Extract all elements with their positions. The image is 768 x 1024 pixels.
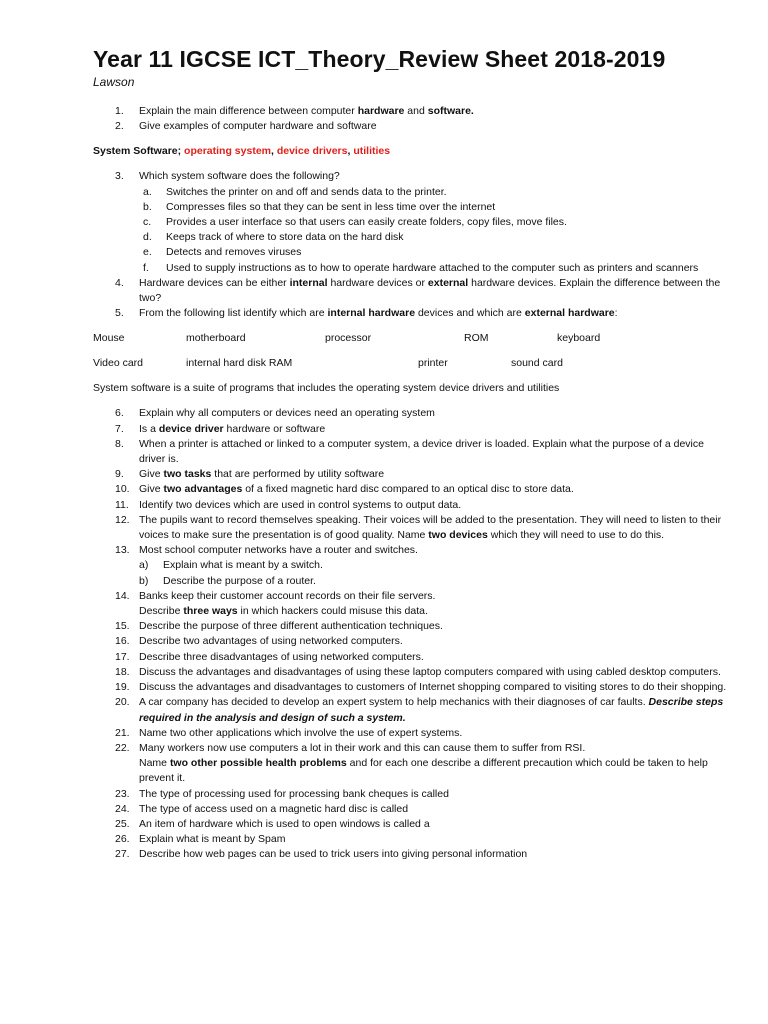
question-9: 9. Give two tasks that are performed by utility software	[115, 468, 385, 481]
list-item: d. Keeps track of where to store data on the hard disk	[143, 231, 404, 244]
question-13: 13. Most school computer networks have a router and switches. a) Explain what is meant by a switch. b) Describe the purpose of a router.	[93, 543, 728, 589]
question-5: 5. From the following list identify which are internal hardware devices and which are external hardware:	[115, 307, 618, 320]
question-17: 17. Describe three disadvantages of using networked computers.	[115, 650, 424, 663]
list-item: e. Detects and removes viruses	[143, 246, 302, 259]
question-list-part1	[93, 104, 728, 134]
list-item: a. Switches the printer on and off and sends data to the printer.	[143, 185, 447, 198]
question-27: 27. Describe how web pages can be used to trick users into giving personal information	[115, 848, 528, 861]
question-12: 12. The pupils want to record themselves speaking. Their voices will be added to the presentation. They will need to listen to their voices to make sure the presentation is of good quality. Name two devices which they will need to use to do this.	[115, 513, 722, 542]
question-22: 22. Many workers now use computers a lot in their work and this can cause them to suffer from RSI. Name two other possible health problems and for each one describe a different precaution which could be taken to help prevent it.	[115, 741, 708, 785]
question-18: 18. Discuss the advantages and disadvantages of using these laptop computers compared with using cabled desktop computers.	[115, 665, 721, 678]
hardware-item: keyboard	[557, 332, 601, 345]
page-title: Year 11 IGCSE ICT_Theory_Review Sheet 2018-2019	[93, 46, 666, 72]
hardware-item: Mouse	[93, 332, 125, 345]
question-list-part3	[93, 406, 728, 862]
hardware-item: Video card	[93, 357, 144, 370]
question-10: 10. Give two advantages of a fixed magnetic hard disc compared to an optical disc to store data.	[115, 483, 574, 496]
hardware-items-row-2	[93, 356, 728, 371]
hardware-item: printer	[418, 357, 448, 370]
hardware-item: ROM	[464, 332, 489, 345]
question-15: 15. Describe the purpose of three different authentication techniques.	[115, 620, 443, 633]
hardware-item: internal hard disk RAM	[186, 357, 293, 370]
question-2: 2. Give examples of computer hardware and software	[115, 120, 377, 133]
question-24: 24. The type of access used on a magnetic hard disc is called	[115, 802, 409, 815]
question-11: 11. Identify two devices which are used in control systems to output data.	[115, 498, 462, 511]
question-14: 14. Banks keep their customer account records on their file servers. Describe three ways in which hackers could misuse this data.	[115, 589, 436, 618]
question-3-subitems	[139, 185, 728, 276]
system-software-definition: System software is a suite of programs that includes the operating system device drivers and utilities	[93, 382, 560, 395]
list-item: c. Provides a user interface so that users can easily create folders, copy files, move files.	[143, 216, 567, 229]
list-item: a) Explain what is meant by a switch.	[139, 559, 323, 572]
hardware-items-row-1	[93, 331, 728, 346]
question-13-subitems	[139, 558, 728, 588]
hardware-item: processor	[325, 332, 372, 345]
author-name: Lawson	[93, 75, 135, 89]
question-3: 3. Which system software does the following? a. Switches the printer on and off and sends data to the printer. b. Compresses files so that they can be sent in less time over the internet c. Provides a user interface so that users can easily create folders, copy files, move files. d. Keeps track of where to store data on the hard disk e. Detects and removes viruses f. Used to supply instructions as to how to operate hardware attached to the computer such as printers and scanners	[93, 169, 728, 275]
question-23: 23. The type of processing used for processing bank cheques is called	[115, 787, 449, 800]
question-1: 1. Explain the main difference between computer hardware and software.	[115, 105, 474, 117]
question-19: 19. Discuss the advantages and disadvantages to customers of Internet shopping compared to visiting stores to do their shopping.	[115, 681, 727, 694]
question-25: 25. An item of hardware which is used to open windows is called a	[115, 817, 430, 830]
question-8: 8. When a printer is attached or linked to a computer system, a device driver is loaded. Explain what the purpose of a device driver is.	[115, 437, 704, 466]
question-6: 6. Explain why all computers or devices need an operating system	[115, 407, 435, 420]
hardware-item: motherboard	[186, 332, 246, 345]
list-item: b) Describe the purpose of a router.	[139, 574, 316, 587]
question-list-part2	[93, 169, 728, 321]
system-software-heading: System Software; operating system, device drivers, utilities	[93, 145, 391, 158]
list-item: f. Used to supply instructions as to how to operate hardware attached to the computer such as printers and scanners	[143, 261, 699, 274]
hardware-item: sound card	[511, 357, 563, 370]
question-7: 7. Is a device driver hardware or software	[115, 422, 326, 435]
question-16: 16. Describe two advantages of using networked computers.	[115, 635, 403, 648]
question-4: 4. Hardware devices can be either internal hardware devices or external hardware devices. Explain the difference between the two?	[115, 276, 721, 305]
list-item: b. Compresses files so that they can be sent in less time over the internet	[143, 200, 496, 213]
question-21: 21. Name two other applications which involve the use of expert systems.	[115, 726, 463, 739]
question-26: 26. Explain what is meant by Spam	[115, 833, 286, 846]
question-20: 20. A car company has decided to develop an expert system to help mechanics with their diagnoses of car faults. Describe steps required in the analysis and design of such a system.	[115, 696, 724, 724]
